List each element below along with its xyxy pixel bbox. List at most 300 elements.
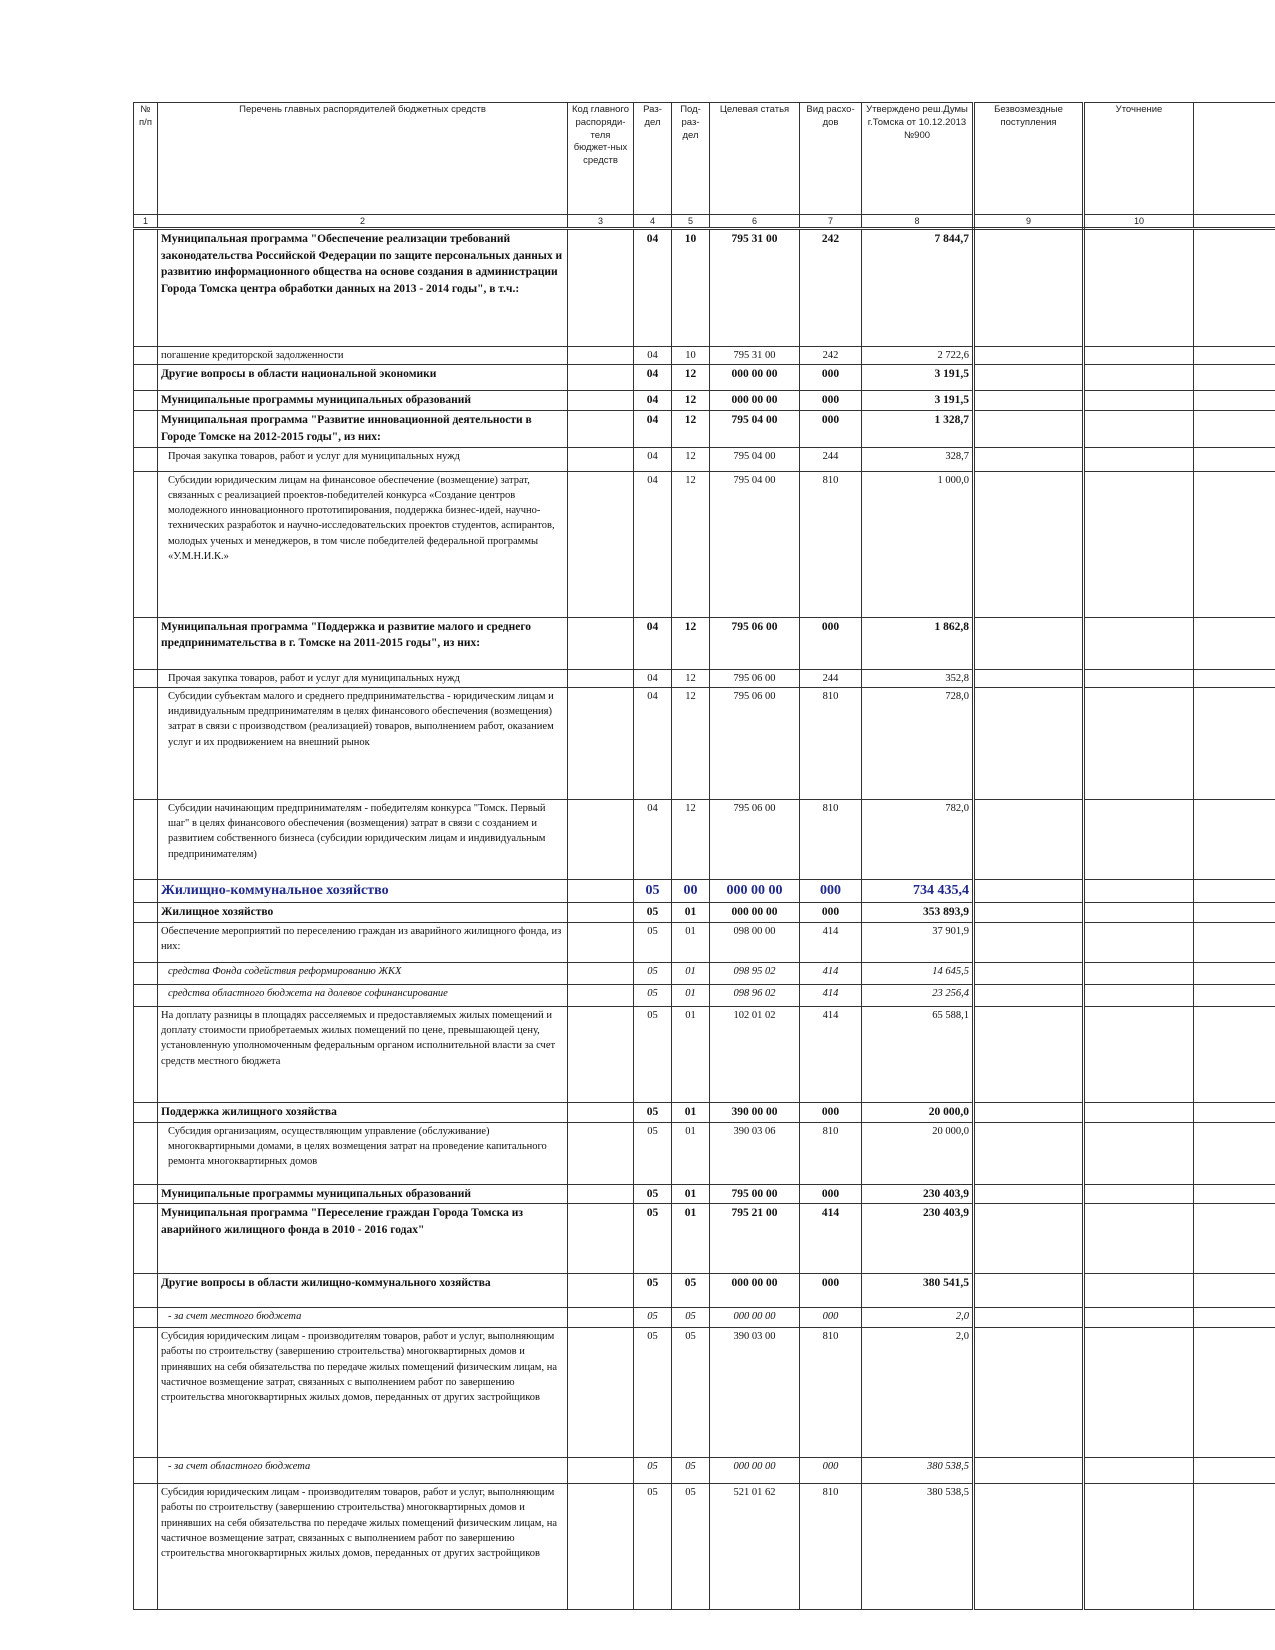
row-description: Муниципальная программа "Обеспечение реализации требований законодательства Российской Федерации по защите персональных данных и развитию информационного общества на основе создания в администрации Города Томска центра обработки данных на 2013 - 2014 годы", в т.ч.:: [158, 229, 568, 347]
row-description: Субсидия организациям, осуществляющим управление (обслуживание) многоквартирными домами, в целях возмещения затрат на проведение капитального ремонта многоквартирных домов: [158, 1122, 568, 1184]
row-extra: [1194, 1184, 1275, 1204]
row-podrazdel: 12: [672, 411, 710, 447]
row-grants: [974, 1204, 1084, 1274]
row-code: [568, 1102, 634, 1122]
row-statya: 000 00 00: [710, 365, 800, 391]
row-grants: [974, 1328, 1084, 1458]
header-code: Код главного распоряди-теля бюджет-ных средств: [568, 103, 634, 215]
row-num: [134, 1006, 158, 1102]
row-description: средства областного бюджета на долевое софинансирование: [158, 984, 568, 1006]
budget-row: [134, 922, 1275, 962]
colnum-2: 2: [158, 215, 568, 229]
colnum-9: 9: [974, 215, 1084, 229]
row-grants: [974, 687, 1084, 799]
row-podrazdel: 12: [672, 617, 710, 669]
row-amount: 20 000,0: [862, 1102, 974, 1122]
row-podrazdel: 01: [672, 962, 710, 984]
row-amount: 2 722,6: [862, 347, 974, 365]
row-podrazdel: 05: [672, 1308, 710, 1328]
row-vid: 000: [800, 1274, 862, 1308]
row-num: [134, 411, 158, 447]
row-code: [568, 1184, 634, 1204]
header-description: Перечень главных распорядителей бюджетных средств: [158, 103, 568, 215]
row-podrazdel: 10: [672, 347, 710, 365]
row-extra: [1194, 1308, 1275, 1328]
row-razdel: 05: [634, 1484, 672, 1610]
row-amount: 1 000,0: [862, 471, 974, 617]
colnum-7: 7: [800, 215, 862, 229]
row-extra: [1194, 1484, 1275, 1610]
row-clarification: [1084, 984, 1194, 1006]
row-statya: 795 06 00: [710, 687, 800, 799]
row-extra: [1194, 1122, 1275, 1184]
budget-row: [134, 1102, 1275, 1122]
row-podrazdel: 01: [672, 1122, 710, 1184]
row-amount: 37 901,9: [862, 922, 974, 962]
row-clarification: [1084, 1458, 1194, 1484]
row-grants: [974, 347, 1084, 365]
row-statya: 795 04 00: [710, 471, 800, 617]
row-num: [134, 922, 158, 962]
row-razdel: 04: [634, 799, 672, 879]
row-num: [134, 984, 158, 1006]
row-podrazdel: 12: [672, 687, 710, 799]
row-grants: [974, 1184, 1084, 1204]
budget-row: [134, 1308, 1275, 1328]
row-grants: [974, 471, 1084, 617]
row-code: [568, 1274, 634, 1308]
row-extra: [1194, 1006, 1275, 1102]
row-code: [568, 411, 634, 447]
row-extra: [1194, 617, 1275, 669]
budget-row: [134, 687, 1275, 799]
budget-row: [134, 799, 1275, 879]
budget-row: [134, 1274, 1275, 1308]
row-razdel: 04: [634, 411, 672, 447]
row-code: [568, 365, 634, 391]
row-extra: [1194, 962, 1275, 984]
row-clarification: [1084, 391, 1194, 411]
row-clarification: [1084, 1204, 1194, 1274]
row-razdel: 04: [634, 669, 672, 687]
row-vid: 000: [800, 365, 862, 391]
row-description: Обеспечение мероприятий по переселению граждан из аварийного жилищного фонда, из них:: [158, 922, 568, 962]
row-grants: [974, 669, 1084, 687]
row-podrazdel: 05: [672, 1328, 710, 1458]
row-grants: [974, 922, 1084, 962]
header-row: [134, 103, 1275, 215]
row-amount: 230 403,9: [862, 1184, 974, 1204]
row-description: Субсидии субъектам малого и среднего предпринимательства - юридическим лицам и индивидуальным предпринимателям в целях финансового обеспечения (возмещения) затрат в связи с производством (реализацией) товаров, выполнением работ, оказанием услуг и их продвижением на внешний рынок: [158, 687, 568, 799]
row-statya: 102 01 02: [710, 1006, 800, 1102]
row-extra: [1194, 1328, 1275, 1458]
row-podrazdel: 12: [672, 799, 710, 879]
row-podrazdel: 10: [672, 229, 710, 347]
colnum-3: 3: [568, 215, 634, 229]
row-code: [568, 1122, 634, 1184]
header-podrazdel: Под-раз-дел: [672, 103, 710, 215]
row-podrazdel: 01: [672, 1006, 710, 1102]
row-code: [568, 229, 634, 347]
row-razdel: 04: [634, 347, 672, 365]
row-amount: 1 328,7: [862, 411, 974, 447]
row-clarification: [1084, 1122, 1194, 1184]
row-vid: 810: [800, 471, 862, 617]
row-clarification: [1084, 922, 1194, 962]
row-razdel: 05: [634, 1328, 672, 1458]
budget-row: [134, 669, 1275, 687]
row-extra: [1194, 903, 1275, 923]
budget-row: [134, 1328, 1275, 1458]
budget-row: [134, 1006, 1275, 1102]
row-vid: 414: [800, 922, 862, 962]
row-podrazdel: 12: [672, 471, 710, 617]
budget-row: [134, 1458, 1275, 1484]
row-vid: 242: [800, 229, 862, 347]
row-statya: 098 96 02: [710, 984, 800, 1006]
row-razdel: 05: [634, 1274, 672, 1308]
row-statya: 000 00 00: [710, 391, 800, 411]
row-code: [568, 1484, 634, 1610]
row-vid: 810: [800, 1328, 862, 1458]
row-podrazdel: 12: [672, 391, 710, 411]
row-code: [568, 471, 634, 617]
row-statya: 000 00 00: [710, 1458, 800, 1484]
row-num: [134, 1484, 158, 1610]
colnum-1: 1: [134, 215, 158, 229]
row-statya: 390 00 00: [710, 1102, 800, 1122]
colnum-5: 5: [672, 215, 710, 229]
row-amount: 1 862,8: [862, 617, 974, 669]
header-num: № п/п: [134, 103, 158, 215]
row-code: [568, 1328, 634, 1458]
colnum-11: [1194, 215, 1275, 229]
row-statya: 098 95 02: [710, 962, 800, 984]
row-code: [568, 391, 634, 411]
budget-row: [134, 617, 1275, 669]
colnum-4: 4: [634, 215, 672, 229]
row-extra: [1194, 879, 1275, 902]
row-num: [134, 903, 158, 923]
row-code: [568, 669, 634, 687]
row-description: средства Фонда содействия реформированию ЖКХ: [158, 962, 568, 984]
row-statya: 795 00 00: [710, 1184, 800, 1204]
row-grants: [974, 447, 1084, 471]
row-amount: 20 000,0: [862, 1122, 974, 1184]
row-grants: [974, 365, 1084, 391]
row-statya: 000 00 00: [710, 903, 800, 923]
row-statya: 000 00 00: [710, 1308, 800, 1328]
row-amount: 353 893,9: [862, 903, 974, 923]
row-description: Субсидии юридическим лицам на финансовое обеспечение (возмещение) затрат, связанных с реализацией проектов-победителей конкурса «Создание центров молодежного инновационного прототипирования, поддержка бизнес-идей, научно-технических разработок и научно-исследовательских проектов студентов, аспирантов, молодых ученых и менеджеров, в том числе победителей федеральной программы «У.М.Н.И.К.»: [158, 471, 568, 617]
row-razdel: 05: [634, 1204, 672, 1274]
row-vid: 000: [800, 1184, 862, 1204]
row-razdel: 05: [634, 1006, 672, 1102]
row-razdel: 05: [634, 1102, 672, 1122]
row-podrazdel: 01: [672, 903, 710, 923]
row-description: Субсидии начинающим предпринимателям - победителям конкурса "Томск. Первый шаг" в целях финансового обеспечения (возмещения) затрат в связи с созданием и развитием собственного бизнеса (субсидии юридическим лицам и индивидуальным предпринимателям): [158, 799, 568, 879]
row-grants: [974, 229, 1084, 347]
budget-table: [133, 102, 1275, 1610]
row-statya: 795 04 00: [710, 411, 800, 447]
row-vid: 414: [800, 962, 862, 984]
row-statya: 795 31 00: [710, 229, 800, 347]
row-razdel: 04: [634, 447, 672, 471]
row-grants: [974, 799, 1084, 879]
row-extra: [1194, 411, 1275, 447]
row-amount: 782,0: [862, 799, 974, 879]
row-extra: [1194, 922, 1275, 962]
row-vid: 000: [800, 903, 862, 923]
row-code: [568, 1308, 634, 1328]
row-grants: [974, 1458, 1084, 1484]
row-grants: [974, 1484, 1084, 1610]
row-clarification: [1084, 229, 1194, 347]
budget-table-sheet: [133, 102, 1275, 1610]
row-podrazdel: 00: [672, 879, 710, 902]
row-vid: 810: [800, 1484, 862, 1610]
header-razdel: Раз-дел: [634, 103, 672, 215]
row-razdel: 05: [634, 1184, 672, 1204]
row-amount: 328,7: [862, 447, 974, 471]
header-approved: Утверждено реш.Думы г.Томска от 10.12.2013 №900: [862, 103, 974, 215]
budget-row: [134, 879, 1275, 902]
row-razdel: 05: [634, 1458, 672, 1484]
row-clarification: [1084, 879, 1194, 902]
row-description: Субсидия юридическим лицам - производителям товаров, работ и услуг, выполняющим работы по строительству (завершению строительства) многоквартирных домов и принявших на себя обязательства по передаче жилых помещений физическим лицам, на частичное возмещение затрат, связанных с выполнением работ по завершению строительства многоквартирных жилых домов, переданных от других застройщиков: [158, 1484, 568, 1610]
row-podrazdel: 12: [672, 365, 710, 391]
row-amount: 7 844,7: [862, 229, 974, 347]
row-vid: 414: [800, 1006, 862, 1102]
row-statya: 000 00 00: [710, 1274, 800, 1308]
row-code: [568, 879, 634, 902]
row-podrazdel: 01: [672, 1184, 710, 1204]
row-vid: 244: [800, 447, 862, 471]
budget-row: [134, 1184, 1275, 1204]
row-amount: 2,0: [862, 1308, 974, 1328]
row-num: [134, 1308, 158, 1328]
row-code: [568, 1006, 634, 1102]
row-clarification: [1084, 669, 1194, 687]
row-razdel: 04: [634, 365, 672, 391]
row-extra: [1194, 669, 1275, 687]
row-grants: [974, 962, 1084, 984]
row-statya: 795 21 00: [710, 1204, 800, 1274]
row-vid: 810: [800, 1122, 862, 1184]
row-amount: 14 645,5: [862, 962, 974, 984]
column-number-row: [134, 215, 1275, 229]
row-description: Поддержка жилищного хозяйства: [158, 1102, 568, 1122]
row-description: - за счет местного бюджета: [158, 1308, 568, 1328]
row-num: [134, 1204, 158, 1274]
row-description: Субсидия юридическим лицам - производителям товаров, работ и услуг, выполняющим работы по строительству (завершению строительства) многоквартирных домов и принявших на себя обязательства по передаче жилых помещений физическим лицам, на частичное возмещение затрат, связанных с выполнением работ по завершению строительства многоквартирных жилых домов, переданных от других застройщиков: [158, 1328, 568, 1458]
row-razdel: 05: [634, 962, 672, 984]
row-razdel: 04: [634, 229, 672, 347]
row-razdel: 05: [634, 922, 672, 962]
row-statya: 795 31 00: [710, 347, 800, 365]
header-vid: Вид расхо-дов: [800, 103, 862, 215]
row-vid: 000: [800, 879, 862, 902]
row-code: [568, 962, 634, 984]
row-num: [134, 391, 158, 411]
row-podrazdel: 12: [672, 447, 710, 471]
row-description: Муниципальные программы муниципальных образований: [158, 1184, 568, 1204]
row-extra: [1194, 1274, 1275, 1308]
row-vid: 000: [800, 1308, 862, 1328]
row-clarification: [1084, 1102, 1194, 1122]
row-extra: [1194, 799, 1275, 879]
row-code: [568, 447, 634, 471]
row-amount: 728,0: [862, 687, 974, 799]
row-num: [134, 1184, 158, 1204]
budget-row: [134, 411, 1275, 447]
row-vid: 000: [800, 411, 862, 447]
row-amount: 23 256,4: [862, 984, 974, 1006]
row-podrazdel: 05: [672, 1458, 710, 1484]
budget-row: [134, 447, 1275, 471]
row-grants: [974, 617, 1084, 669]
row-statya: 390 03 06: [710, 1122, 800, 1184]
row-num: [134, 669, 158, 687]
row-amount: 380 541,5: [862, 1274, 974, 1308]
row-extra: [1194, 1204, 1275, 1274]
row-amount: 380 538,5: [862, 1458, 974, 1484]
row-description: Муниципальная программа "Развитие инновационной деятельности в Городе Томске на 2012-2015 годы", из них:: [158, 411, 568, 447]
row-clarification: [1084, 447, 1194, 471]
row-razdel: 05: [634, 903, 672, 923]
row-num: [134, 1328, 158, 1458]
row-podrazdel: 01: [672, 984, 710, 1006]
row-statya: 390 03 00: [710, 1328, 800, 1458]
row-grants: [974, 1102, 1084, 1122]
header-grants: Безвозмездные поступления: [974, 103, 1084, 215]
row-podrazdel: 05: [672, 1274, 710, 1308]
colnum-8: 8: [862, 215, 974, 229]
row-grants: [974, 1122, 1084, 1184]
budget-row: [134, 471, 1275, 617]
colnum-6: 6: [710, 215, 800, 229]
row-num: [134, 962, 158, 984]
row-statya: 795 04 00: [710, 447, 800, 471]
row-statya: 795 06 00: [710, 799, 800, 879]
budget-row: [134, 1204, 1275, 1274]
row-description: Муниципальная программа "Поддержка и развитие малого и среднего предпринимательства в г. Томске на 2011-2015 годы", из них:: [158, 617, 568, 669]
row-grants: [974, 984, 1084, 1006]
row-extra: [1194, 347, 1275, 365]
row-clarification: [1084, 617, 1194, 669]
row-statya: 098 00 00: [710, 922, 800, 962]
row-extra: [1194, 447, 1275, 471]
row-razdel: 04: [634, 687, 672, 799]
budget-row: [134, 229, 1275, 347]
budget-row: [134, 903, 1275, 923]
header-statya: Целевая статья: [710, 103, 800, 215]
row-extra: [1194, 1458, 1275, 1484]
header-clarification: Уточнение: [1084, 103, 1194, 215]
row-podrazdel: 01: [672, 922, 710, 962]
row-vid: 242: [800, 347, 862, 365]
row-amount: 2,0: [862, 1328, 974, 1458]
row-extra: [1194, 1102, 1275, 1122]
row-clarification: [1084, 1308, 1194, 1328]
row-grants: [974, 1006, 1084, 1102]
row-clarification: [1084, 411, 1194, 447]
row-podrazdel: 05: [672, 1484, 710, 1610]
colnum-10: 10: [1084, 215, 1194, 229]
row-clarification: [1084, 1006, 1194, 1102]
row-grants: [974, 903, 1084, 923]
row-description: Муниципальные программы муниципальных образований: [158, 391, 568, 411]
header-extra: [1194, 103, 1275, 215]
row-amount: 734 435,4: [862, 879, 974, 902]
row-amount: 230 403,9: [862, 1204, 974, 1274]
row-num: [134, 879, 158, 902]
row-code: [568, 799, 634, 879]
row-clarification: [1084, 1274, 1194, 1308]
budget-row: [134, 347, 1275, 365]
budget-row: [134, 1122, 1275, 1184]
row-num: [134, 229, 158, 347]
row-num: [134, 447, 158, 471]
row-podrazdel: 12: [672, 669, 710, 687]
row-razdel: 05: [634, 1308, 672, 1328]
row-clarification: [1084, 799, 1194, 879]
row-code: [568, 984, 634, 1006]
row-clarification: [1084, 1184, 1194, 1204]
row-amount: 380 538,5: [862, 1484, 974, 1610]
row-num: [134, 799, 158, 879]
row-description: Жилищное хозяйство: [158, 903, 568, 923]
row-vid: 244: [800, 669, 862, 687]
row-code: [568, 1204, 634, 1274]
row-clarification: [1084, 962, 1194, 984]
row-grants: [974, 1308, 1084, 1328]
row-description: погашение кредиторской задолженности: [158, 347, 568, 365]
row-num: [134, 471, 158, 617]
row-clarification: [1084, 471, 1194, 617]
row-razdel: 05: [634, 984, 672, 1006]
row-extra: [1194, 365, 1275, 391]
row-num: [134, 617, 158, 669]
row-razdel: 04: [634, 471, 672, 617]
row-statya: 795 06 00: [710, 617, 800, 669]
row-vid: 810: [800, 799, 862, 879]
row-code: [568, 617, 634, 669]
row-razdel: 04: [634, 391, 672, 411]
row-podrazdel: 01: [672, 1102, 710, 1122]
budget-row: [134, 984, 1275, 1006]
row-code: [568, 922, 634, 962]
row-extra: [1194, 687, 1275, 799]
row-vid: 000: [800, 391, 862, 411]
row-vid: 000: [800, 1102, 862, 1122]
row-clarification: [1084, 1328, 1194, 1458]
row-extra: [1194, 229, 1275, 347]
row-amount: 3 191,5: [862, 365, 974, 391]
row-amount: 352,8: [862, 669, 974, 687]
row-clarification: [1084, 687, 1194, 799]
row-code: [568, 687, 634, 799]
row-podrazdel: 01: [672, 1204, 710, 1274]
row-clarification: [1084, 1484, 1194, 1610]
row-description: Жилищно-коммунальное хозяйство: [158, 879, 568, 902]
row-grants: [974, 1274, 1084, 1308]
budget-row: [134, 391, 1275, 411]
row-code: [568, 903, 634, 923]
row-clarification: [1084, 903, 1194, 923]
row-vid: 000: [800, 617, 862, 669]
row-description: Другие вопросы в области национальной экономики: [158, 365, 568, 391]
